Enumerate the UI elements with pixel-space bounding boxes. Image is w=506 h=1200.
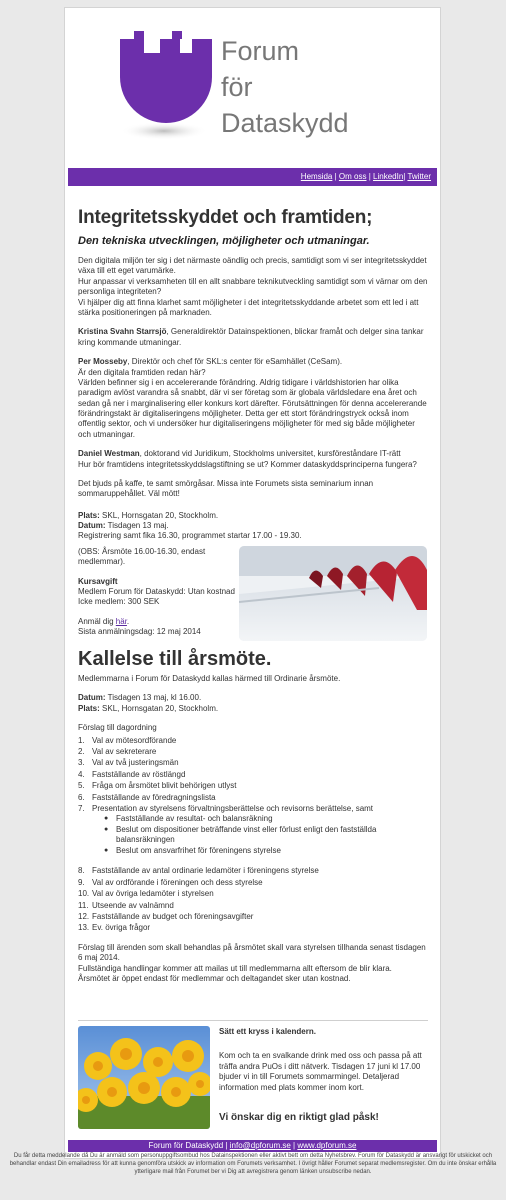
agenda-text: Fastställande av röstlängd: [92, 769, 186, 779]
nav-link-hemsida[interactable]: Hemsida: [300, 172, 333, 181]
article1-title: Integritetsskyddet och framtiden;: [78, 207, 373, 228]
agenda-number: 11.: [78, 900, 89, 910]
list-item: [104, 846, 428, 857]
speaker-2-body: Världen befinner sig i en accelererande förändring. Aldrig tidigare i världshistorien har olika paradigm avlöst varandra så snabbt, där vi ser företag som är globala världsledare ena året och sedan gå ner i marginalisering eller konkurs kort därefter. Förutsättningen för denna accelererande förändringstakt är digitaliseringens möjligheter. Detta ger ett stort förändringstryck också inom offentlig sektor, och vi undersöker hur digitaliseringens möjligheter för med sig både möjligheter och utmaningar.: [78, 377, 427, 439]
list-item: [78, 922, 428, 933]
disclaimer: Du får detta meddelande då Du är anmäld som personuppgiftsombud hos Datainspektionen eller aktivt bett om detta Nyhetsbrev. Forum för Dataskydd är ansvarigt för utskicket och behandlar endast Din emailadress för att kunna genomföra utskick av information om Forumets verksamhet. I övrigt håller Forumet separat medlemsregister. Om du inte önskar erhålla ytterligare mail från Forumet ber vi Dig att avregistrera genom länken unsubscribe nedan.: [9, 1153, 497, 1176]
list-item: [104, 814, 428, 825]
agm-place-value: SKL, Hornsgatan 20, Stockholm.: [99, 703, 219, 713]
agenda-number: 13.: [78, 923, 90, 933]
speaker-3-name: Daniel Westman: [78, 449, 140, 459]
logo-line-2: för: [221, 72, 253, 102]
list-item: [78, 780, 428, 791]
article2-body: [78, 674, 428, 993]
calendar-notice: [219, 1027, 424, 1124]
footer-org: Forum för Dataskydd: [148, 1141, 224, 1150]
calendar-heading: Sätt ett kryss i kalendern.: [219, 1027, 316, 1036]
agenda-text: Fastställande av föredragningslista: [92, 792, 216, 802]
nav-bar: [68, 168, 437, 186]
article1-subtitle: Den tekniska utvecklingen, möjligheter och utmaningar.: [78, 235, 370, 247]
list-item: [78, 757, 428, 768]
list-item: [78, 888, 428, 899]
logo-line-1: Forum: [221, 36, 300, 66]
logo-line-3: Dataskydd: [221, 108, 349, 138]
agenda-text: Utseende av valnämnd: [92, 900, 174, 910]
agenda-number: 6.: [78, 792, 85, 802]
signup-line: [78, 617, 248, 627]
agm-closing-3: Årsmötet är öppet endast för medlemmar och deltagandet sker utan kostnad.: [78, 974, 351, 984]
speaker-1-text: , Generaldirektör Datainspektionen, blickar framåt och delger sina tankar kring kommande utmaningar.: [78, 327, 424, 347]
agenda-text: Val av ordförande i föreningen och dess styrelse: [92, 877, 263, 887]
agenda-number: 5.: [78, 781, 85, 791]
newsletter: [64, 7, 441, 1159]
date-label: Datum:: [78, 521, 106, 531]
event-place: [78, 511, 248, 521]
signup-link[interactable]: här: [115, 616, 127, 626]
footer-bar: Forum för Dataskydd | info@dpforum.se | www.dpforum.se: [68, 1140, 437, 1152]
agenda-text: Fråga om årsmötet blivit behörigen utlyst: [92, 781, 237, 791]
list-item: [78, 792, 428, 803]
place-label: Plats:: [78, 511, 100, 520]
agm-date-value: Tisdagen 13 maj, kl 16.00.: [105, 693, 202, 703]
agm-date-label: Datum:: [78, 693, 106, 703]
agenda-number: 8.: [78, 866, 85, 876]
calendar-body: Kom och ta en svalkande drink med oss och passa på att träffa andra PuOs i ditt nätverk. Tisdagen 17 juni kl 17.00 bjuder vi in till Forumets sommarmingel. Detaljerad information med plats kommer inom kort.: [219, 1051, 422, 1092]
speaker-2-name: Per Mosseby: [78, 357, 128, 367]
list-item: [78, 911, 428, 922]
footer-email-link[interactable]: info@dpforum.se: [229, 1141, 291, 1150]
nav-link-linkedin[interactable]: LinkedIn: [373, 172, 404, 181]
closing-paragraph: Det bjuds på kaffe, te samt smörgåsar. Missa inte Forumets sista seminarium innan sommaruppehållet. Väl mött!: [78, 479, 374, 499]
nav-separator: |: [403, 172, 406, 181]
speaker-2-text: , Direktör och chef för SKL:s center för eSamhället (CeSam).: [127, 357, 343, 367]
event-note: (OBS: Årsmöte 16.00-16.30, endast medlemmar).: [78, 546, 206, 567]
nav-link-om-oss[interactable]: Om oss: [338, 172, 367, 181]
agenda-text: Val av mötesordförande: [92, 735, 177, 745]
speaker-2-question: Är den digitala framtiden redan här?: [78, 367, 206, 377]
intro-paragraph: [78, 256, 428, 318]
agenda-list: [78, 735, 428, 815]
agenda-text: Presentation av styrelsens förvaltningsberättelse och revisorns berättelse, samt: [92, 804, 374, 813]
subitem-text: Fastställande av resultat- och balansräkning: [116, 814, 273, 824]
subitem-text: Beslut om ansvarfrihet för föreningens styrelse: [116, 845, 281, 855]
section-divider: [78, 1020, 428, 1021]
nav-separator: |: [334, 172, 337, 181]
agenda-text: Val av sekreterare: [92, 746, 157, 756]
subitem-text: Beslut om dispositioner beträffande vinst eller förlust enligt den fastställda balansräkningen: [116, 824, 377, 845]
agm-intro: Medlemmarna i Forum för Dataskydd kallas härmed till Ordinarie årsmöte.: [78, 674, 341, 683]
easter-greeting: Vi önskar dig en riktigt glad påsk!: [219, 1111, 379, 1123]
date-value: Tisdagen 13 maj.: [105, 521, 169, 531]
agenda-number: 12.: [78, 912, 90, 922]
nav-separator: |: [368, 172, 371, 181]
agenda-text: Val av två justeringsmän: [92, 758, 179, 768]
agm-closing: [78, 943, 428, 985]
list-item: [78, 769, 428, 780]
bullet-icon: ●: [104, 846, 109, 854]
fee-member: Medlem Forum för Dataskydd: Utan kostnad: [78, 586, 235, 596]
signup-prefix: Anmäl dig: [78, 616, 116, 626]
agenda-list-continued: [78, 865, 428, 933]
agm-datetime: [78, 693, 428, 714]
agenda-number: 4.: [78, 769, 85, 779]
signup-suffix: .: [126, 616, 130, 626]
logo-mark: [120, 31, 215, 149]
signup-deadline: Sista anmälningsdag: 12 maj 2014: [78, 627, 201, 637]
speaker-3-text: , doktorand vid Juridikum, Stockholms universitet, kursföreståndare IT-rätt: [139, 449, 401, 459]
bullet-icon: ●: [104, 815, 109, 823]
agenda-number: 9.: [78, 877, 85, 887]
list-item: [78, 865, 428, 876]
list-item: [78, 877, 428, 888]
agm-closing-2: Fullständiga handlingar kommer att mailas ut till medlemmarna allt eftersom de blir klara.: [78, 963, 392, 973]
agenda-number: 3.: [78, 758, 85, 768]
fee-heading: [78, 577, 248, 587]
speaker-1: [78, 327, 428, 348]
intro-text-2: Hur anpassar vi verksamheten till en allt snabbare teknikutveckling samtidigt som vi värnar om den personliga integriteten?: [78, 276, 428, 297]
list-item: [104, 825, 428, 846]
fee-label: Kursavgift: [78, 576, 118, 586]
agenda-text: Val av övriga ledamöter i styrelsen: [92, 889, 214, 899]
agm-closing-1: Förslag till ärenden som skall behandlas på årsmötet skall vara styrelsen tillhanda senast tisdagen 6 maj 2014.: [78, 942, 426, 963]
list-item: [78, 803, 428, 814]
list-item: [78, 900, 428, 911]
list-item: [78, 746, 428, 757]
article1-body: [78, 256, 428, 509]
registration-line: Registrering samt fika 16.30, programmet startar 17.00 - 19.30.: [78, 531, 302, 540]
intro-text-3: Vi hjälper dig att finna klarhet samt möjligheter i det integritetsskyddande arbetet som ett led i att stärka positioneringen på marknaden.: [78, 297, 419, 317]
nav-link-twitter[interactable]: Twitter: [407, 172, 431, 181]
fee-nonmember: Icke medlem: 300 SEK: [78, 597, 160, 607]
speaker-3-question: Hur bör framtidens integritetsskyddslagstiftning se ut? Kommer dataskyddsprinciperna fungera?: [78, 459, 417, 469]
event-details: [78, 511, 248, 638]
speaker-2: [78, 357, 428, 440]
agenda-number: 10.: [78, 889, 90, 899]
logo-wordmark: [221, 33, 349, 141]
footer-web-link[interactable]: www.dpforum.se: [297, 1141, 357, 1150]
speaker-3: [78, 449, 428, 470]
speaker-1-name: Kristina Svahn Starrsjö: [78, 327, 167, 337]
place-value: SKL, Hornsgatan 20, Stockholm.: [99, 511, 219, 520]
header: [65, 8, 440, 168]
agm-place-label: Plats:: [78, 703, 100, 713]
agenda-text: Fastställande av antal ordinarie ledamöter i föreningens styrelse: [92, 866, 319, 876]
agenda-number: 7.: [78, 804, 85, 813]
intro-text-1: Den digitala miljön ter sig i det närmaste oändlig och precis, samtidigt som vi ser integritetsskyddet växa till ett eget varumärke.: [78, 256, 427, 276]
agenda-sublist: [104, 814, 428, 856]
bullet-icon: ●: [104, 825, 109, 833]
list-item: [78, 735, 428, 746]
agenda-text: Ev. övriga frågor: [92, 923, 151, 933]
conference-room-image: [239, 546, 427, 641]
agenda-text: Fastställande av budget och föreningsavgifter: [92, 912, 254, 922]
daffodils-image: [78, 1026, 210, 1129]
article2-title: Kallelse till årsmöte.: [78, 648, 272, 670]
agenda-number: 1.: [78, 735, 85, 745]
agenda-heading: Förslag till dagordning: [78, 723, 157, 733]
agenda-number: 2.: [78, 746, 85, 756]
